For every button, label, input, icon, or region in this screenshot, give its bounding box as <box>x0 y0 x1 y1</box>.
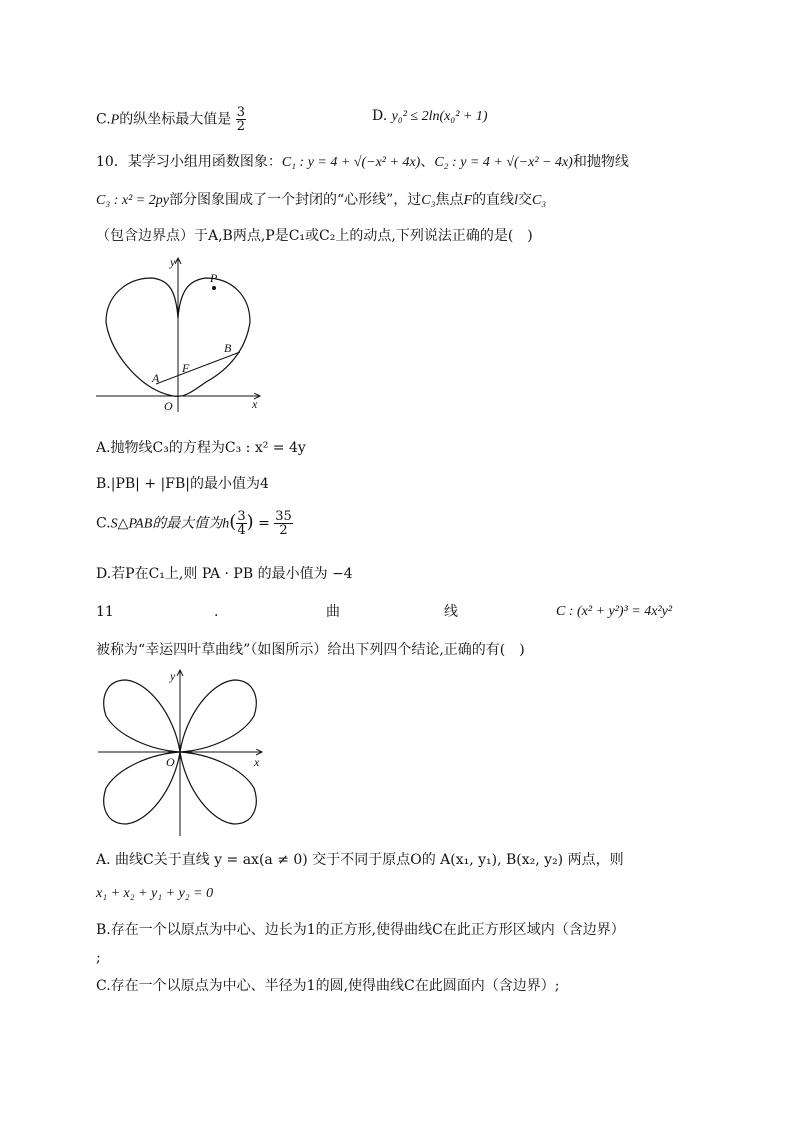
clover-figure <box>92 664 272 840</box>
q11-option-b-line1: B.存在一个以原点为中心、边长为1的正方形,使得曲线C在此正方形区域内（含边界） <box>96 922 625 938</box>
q11-equation: C : (x² + y²)³ = 4x²y² <box>556 604 673 619</box>
q10-option-c-s: S△PAB的最大值为h <box>110 516 230 532</box>
label-y: y <box>170 255 176 269</box>
label-o: O <box>164 399 173 413</box>
q9-option-c <box>96 106 246 133</box>
q11-option-b-line2: ; <box>96 950 101 966</box>
label-x: x <box>252 397 258 411</box>
leaf-top-left <box>104 680 180 752</box>
q10-intersect: 交 <box>517 192 532 208</box>
q11-option-c: C.存在一个以原点为中心、半径为1的圆,使得曲线C在此圆面内（含边界）; <box>96 978 560 994</box>
q10-c3-name: C₃ <box>421 193 436 208</box>
label-a: A <box>152 371 160 385</box>
q10-option-c-prefix: C. <box>96 515 111 532</box>
q10-line2-text: 部分图象围成了一个封闭的“心形线”，过 <box>168 192 422 208</box>
q10-and-parabola: 和抛物线 <box>572 154 629 170</box>
label-o: O <box>166 755 175 769</box>
q10-c2-equation: C₂ : y = 4 + √(−x² − 4x) <box>434 155 573 170</box>
leaf-bottom-right <box>180 752 256 824</box>
heart-figure <box>92 252 272 420</box>
q10-intro: 某学习小组用函数图象： <box>127 154 282 170</box>
q10-c1-equation: C₁ : y = 4 + √(−x² + 4x) <box>281 155 421 170</box>
q9-option-d-label: D. <box>372 108 388 124</box>
q10-c3-focus: 焦点 <box>435 192 464 208</box>
q11-line-2: 被称为“幸运四叶草曲线”（如图所示）给出下列四个结论,正确的有( ) <box>96 642 525 658</box>
q9-option-d-math: y₀² ≤ 2ln(x₀² + 1) <box>391 109 488 124</box>
q11-option-a-line2: x₁ + x₂ + y₁ + y₂ = 0 <box>96 886 214 901</box>
q10-option-b: B.|PB| + |FB|的最小值为4 <box>96 476 269 492</box>
q9-option-d <box>372 106 488 127</box>
q10-number: 10． <box>96 154 128 170</box>
label-f: F <box>182 361 190 375</box>
q11-word1: 曲 <box>326 604 340 620</box>
q10-l-label: l <box>514 193 518 208</box>
q10-c3-equation: C₃ : x² = 2py <box>96 193 169 208</box>
q10-line2-tail: 的直线 <box>472 192 515 208</box>
q9-option-c-var: P <box>110 112 120 128</box>
label-b: B <box>224 341 232 355</box>
q11-line-1 <box>96 602 696 622</box>
q10-option-c-eq: = <box>258 515 270 532</box>
heart-right-curve <box>178 278 250 396</box>
q9-option-c-prefix: C. <box>96 111 111 128</box>
q10-option-c-frac1: $\frac{3}{4}$ <box>237 509 246 538</box>
q10-line-2 <box>96 190 546 211</box>
q9-option-c-fraction: $\frac{3}{2}$ <box>236 105 245 134</box>
point-p <box>212 286 216 290</box>
q10-sep: 、 <box>420 154 435 170</box>
line-l <box>156 352 240 384</box>
q10-f-label: F <box>463 193 473 208</box>
q11-option-a-line1: A. 曲线C关于直线 y = ax(a ≠ 0) 交于不同于原点O的 A(x₁, y₁), B(x₂, y₂) 两点，则 <box>96 852 624 868</box>
q10-c3-name-2: C₃ <box>531 193 547 208</box>
q10-option-c-frac2: $\frac{35}{2}$ <box>275 509 292 538</box>
q9-option-c-text: 的纵坐标最大值是 <box>119 111 232 128</box>
leaf-top-right <box>180 680 256 752</box>
q10-option-a: A.抛物线C₃的方程为C₃ : x² = 4y <box>96 440 306 456</box>
label-p: P <box>210 271 218 285</box>
q11-word2: 线 <box>444 604 458 620</box>
label-y: y <box>170 669 176 683</box>
q11-dot: . <box>214 604 219 620</box>
q10-option-c: C.S△PAB的最大值为h( $\frac{3}{4}$ ) = $\frac{35}{2}$ <box>96 509 292 538</box>
heart-left-curve <box>106 278 178 396</box>
label-x: x <box>254 755 260 769</box>
q11-number: 11 <box>96 604 114 620</box>
q10-option-d: D.若P在C₁上,则 PA · PB 的最小值为 −4 <box>96 566 353 582</box>
q10-line-1 <box>96 152 629 173</box>
q10-line-3: （包含边界点）于A,B两点,P是C₁或C₂上的动点,下列说法正确的是( ) <box>96 228 533 244</box>
